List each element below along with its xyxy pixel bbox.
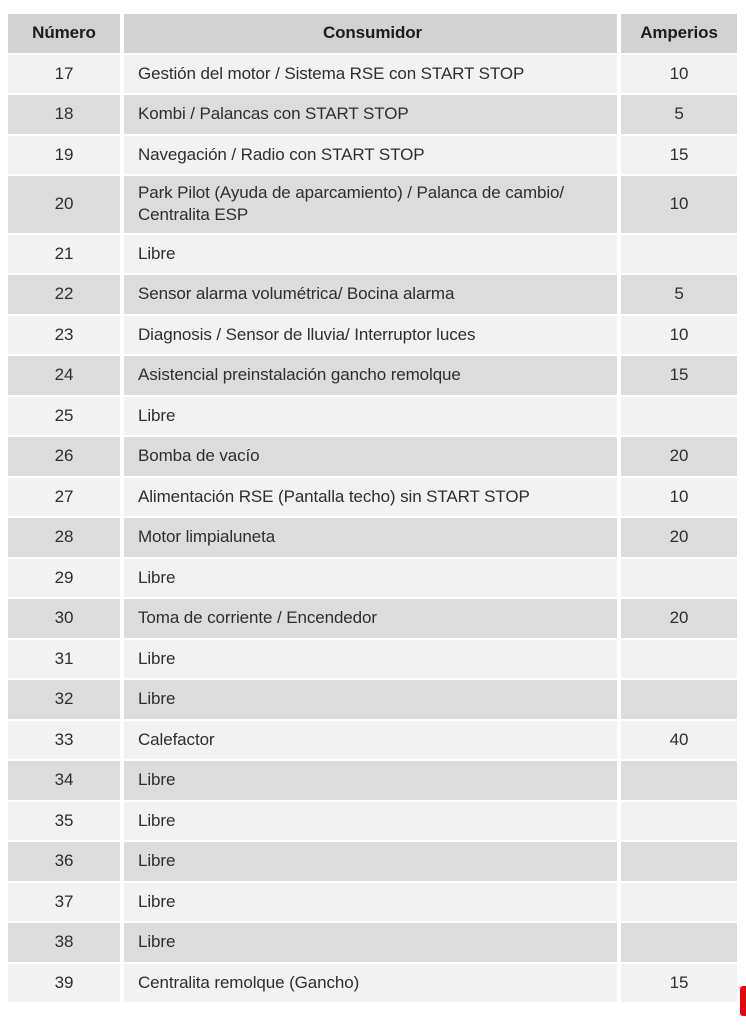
amps-cell: 10 (621, 176, 737, 233)
amps-cell: 10 (621, 316, 737, 355)
consumer-cell: Libre (124, 640, 617, 679)
table-row (8, 176, 737, 233)
fuse-number-cell: 18 (8, 95, 120, 134)
fuse-table (8, 14, 737, 1004)
column-header-numero: Número (8, 14, 120, 53)
consumer-cell: Libre (124, 397, 617, 436)
table-row (8, 559, 737, 598)
consumer-cell: Libre (124, 802, 617, 841)
amps-cell (621, 842, 737, 881)
consumer-cell: Centralita remolque (Gancho) (124, 964, 617, 1003)
fuse-number-cell: 24 (8, 356, 120, 395)
amps-cell: 40 (621, 721, 737, 760)
table-row (8, 518, 737, 557)
consumer-cell: Libre (124, 923, 617, 962)
table-row (8, 136, 737, 175)
fuse-number-cell: 25 (8, 397, 120, 436)
fuse-number-cell: 31 (8, 640, 120, 679)
consumer-cell: Libre (124, 842, 617, 881)
consumer-cell: Libre (124, 559, 617, 598)
amps-cell (621, 235, 737, 274)
consumer-cell: Gestión del motor / Sistema RSE con START STOP (124, 55, 617, 94)
fuse-number-cell: 37 (8, 883, 120, 922)
fuse-number-cell: 35 (8, 802, 120, 841)
amps-cell (621, 923, 737, 962)
table-body (8, 55, 737, 1003)
consumer-cell: Navegación / Radio con START STOP (124, 136, 617, 175)
fuse-number-cell: 27 (8, 478, 120, 517)
consumer-cell: Kombi / Palancas con START STOP (124, 95, 617, 134)
consumer-cell: Toma de corriente / Encendedor (124, 599, 617, 638)
amps-cell: 15 (621, 136, 737, 175)
consumer-cell: Park Pilot (Ayuda de aparcamiento) / Palanca de cambio/ Centralita ESP (124, 176, 617, 233)
fuse-number-cell: 34 (8, 761, 120, 800)
table-row (8, 397, 737, 436)
consumer-cell: Libre (124, 883, 617, 922)
table-row (8, 95, 737, 134)
consumer-cell: Calefactor (124, 721, 617, 760)
consumer-cell: Sensor alarma volumétrica/ Bocina alarma (124, 275, 617, 314)
table-row (8, 761, 737, 800)
table-row (8, 964, 737, 1003)
consumer-cell: Asistencial preinstalación gancho remolque (124, 356, 617, 395)
table-row (8, 842, 737, 881)
amps-cell: 5 (621, 275, 737, 314)
amps-cell (621, 802, 737, 841)
amps-cell: 15 (621, 356, 737, 395)
amps-cell: 10 (621, 478, 737, 517)
table-row (8, 599, 737, 638)
table-row (8, 356, 737, 395)
fuse-number-cell: 22 (8, 275, 120, 314)
fuse-number-cell: 20 (8, 176, 120, 233)
consumer-cell: Motor limpialuneta (124, 518, 617, 557)
column-header-amperios: Amperios (621, 14, 737, 53)
table-row (8, 680, 737, 719)
amps-cell (621, 640, 737, 679)
amps-cell (621, 559, 737, 598)
table-row (8, 478, 737, 517)
fuse-number-cell: 29 (8, 559, 120, 598)
fuse-number-cell: 21 (8, 235, 120, 274)
table-row (8, 640, 737, 679)
amps-cell: 10 (621, 55, 737, 94)
amps-cell (621, 397, 737, 436)
consumer-cell: Libre (124, 235, 617, 274)
fuse-number-cell: 32 (8, 680, 120, 719)
table-row (8, 235, 737, 274)
table-row (8, 316, 737, 355)
table-row (8, 923, 737, 962)
consumer-cell: Bomba de vacío (124, 437, 617, 476)
fuse-number-cell: 39 (8, 964, 120, 1003)
amps-cell (621, 680, 737, 719)
amps-cell (621, 761, 737, 800)
fuse-number-cell: 36 (8, 842, 120, 881)
column-header-consumidor: Consumidor (124, 14, 617, 53)
amps-cell: 20 (621, 437, 737, 476)
table-row (8, 721, 737, 760)
amps-cell: 5 (621, 95, 737, 134)
consumer-cell: Libre (124, 761, 617, 800)
table-row (8, 802, 737, 841)
fuse-number-cell: 17 (8, 55, 120, 94)
consumer-cell: Libre (124, 680, 617, 719)
fuse-number-cell: 38 (8, 923, 120, 962)
amps-cell: 20 (621, 518, 737, 557)
amps-cell (621, 883, 737, 922)
amps-cell: 20 (621, 599, 737, 638)
consumer-cell: Alimentación RSE (Pantalla techo) sin START STOP (124, 478, 617, 517)
page-edge-marker (740, 986, 746, 1016)
fuse-number-cell: 19 (8, 136, 120, 175)
fuse-number-cell: 26 (8, 437, 120, 476)
fuse-number-cell: 30 (8, 599, 120, 638)
amps-cell: 15 (621, 964, 737, 1003)
table-row (8, 883, 737, 922)
table-row (8, 275, 737, 314)
fuse-number-cell: 33 (8, 721, 120, 760)
table-row (8, 55, 737, 94)
fuse-number-cell: 28 (8, 518, 120, 557)
fuse-number-cell: 23 (8, 316, 120, 355)
table-row (8, 437, 737, 476)
table-header-row (8, 14, 737, 53)
consumer-cell: Diagnosis / Sensor de lluvia/ Interruptor luces (124, 316, 617, 355)
